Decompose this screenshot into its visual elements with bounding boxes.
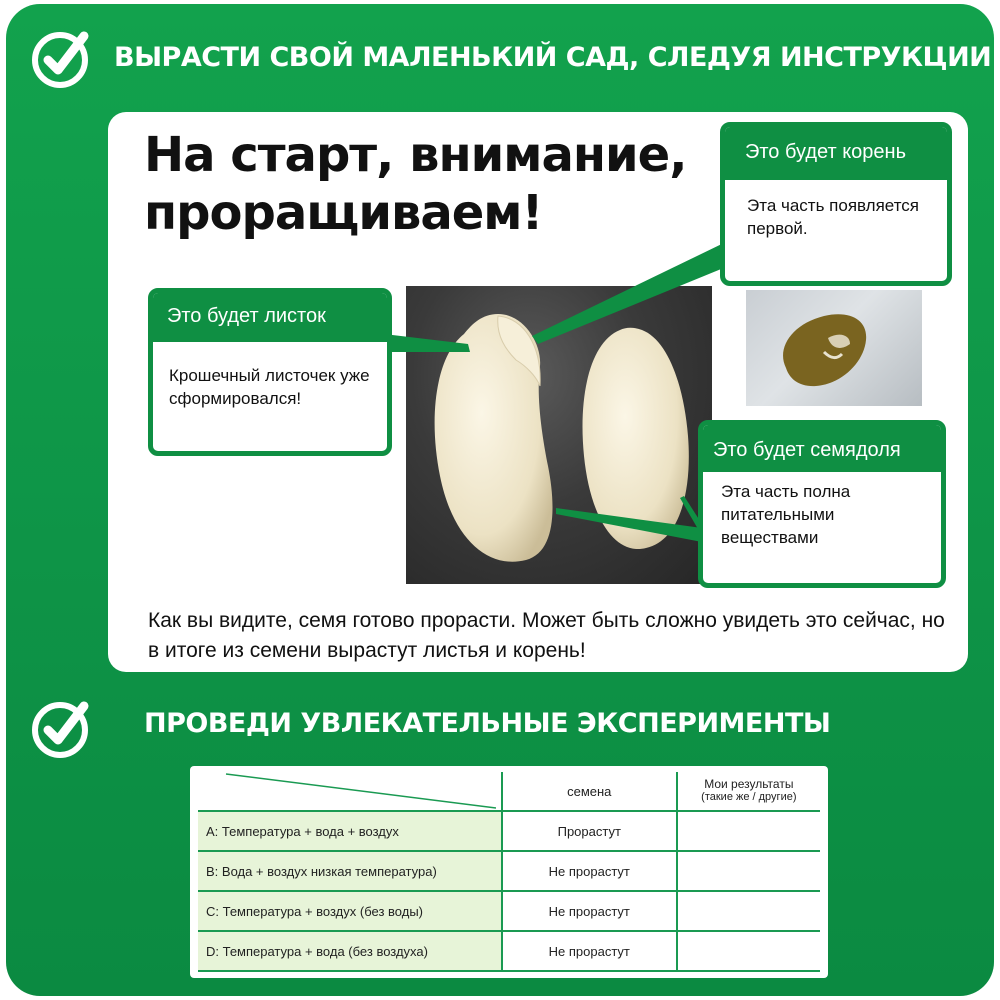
table-row-result-cell[interactable] (677, 851, 820, 891)
table-row-label: C: Температура + воздух (без воды) (198, 891, 502, 931)
table-row-seeds: Не прорастут (502, 851, 677, 891)
table-row-result-cell[interactable] (677, 931, 820, 971)
table-row (198, 891, 820, 931)
callout-cotyledon-header: Это будет семядоля (703, 425, 941, 472)
panel-title-line2: проращиваем! (144, 185, 543, 241)
table-row-result-cell[interactable] (677, 811, 820, 851)
callout-root-body: Эта часть появляется первой. (747, 196, 919, 238)
callout-root (720, 122, 952, 286)
table-row-label: A: Температура + вода + воздух (198, 811, 502, 851)
section-heading-grow: ВЫРАСТИ СВОЙ МАЛЕНЬКИЙ САД, СЛЕДУЯ ИНСТРУКЦИИ (114, 42, 992, 73)
table-row-label: B: Вода + воздух низкая температура) (198, 851, 502, 891)
panel-caption: Как вы видите, семя готово прорасти. Может быть сложно увидеть это сейчас, но в итоге из семени вырастут листья и корень! (148, 609, 945, 662)
experiment-table-card (190, 766, 828, 978)
check-circle-icon (28, 696, 92, 760)
table-row-result-cell[interactable] (677, 891, 820, 931)
table-header-row (198, 772, 820, 811)
table-row (198, 811, 820, 851)
diagonal-divider (206, 772, 496, 810)
panel-title-line1: На старт, внимание, (144, 127, 687, 183)
callout-leaf-body: Крошечный листочек уже сформировался! (169, 366, 370, 408)
callout-root-header: Это будет корень (725, 127, 947, 180)
table-header-results-line2: (такие же / другие) (701, 791, 797, 803)
table-row (198, 851, 820, 891)
table-header-results (677, 772, 820, 811)
section-heading-experiments: ПРОВЕДИ УВЛЕКАТЕЛЬНЫЕ ЭКСПЕРИМЕНТЫ (144, 708, 831, 739)
callout-leaf (148, 288, 392, 456)
table-row-seeds: Не прорастут (502, 931, 677, 971)
info-panel (108, 112, 968, 672)
callout-cotyledon-body: Эта часть полна питательными веществами (721, 482, 851, 547)
experiment-table (198, 772, 820, 972)
check-circle-icon (28, 26, 92, 90)
table-header-seeds: семена (502, 772, 677, 811)
green-frame (6, 4, 994, 996)
table-header-results-line1: Мои результаты (704, 777, 794, 791)
table-row-seeds: Прорастут (502, 811, 677, 851)
callout-leaf-header: Это будет листок (153, 293, 387, 342)
callout-cotyledon (698, 420, 946, 588)
table-row-label: D: Температура + вода (без воздуха) (198, 931, 502, 971)
table-row (198, 931, 820, 971)
table-corner-cell (198, 772, 502, 811)
table-row-seeds: Не прорастут (502, 891, 677, 931)
